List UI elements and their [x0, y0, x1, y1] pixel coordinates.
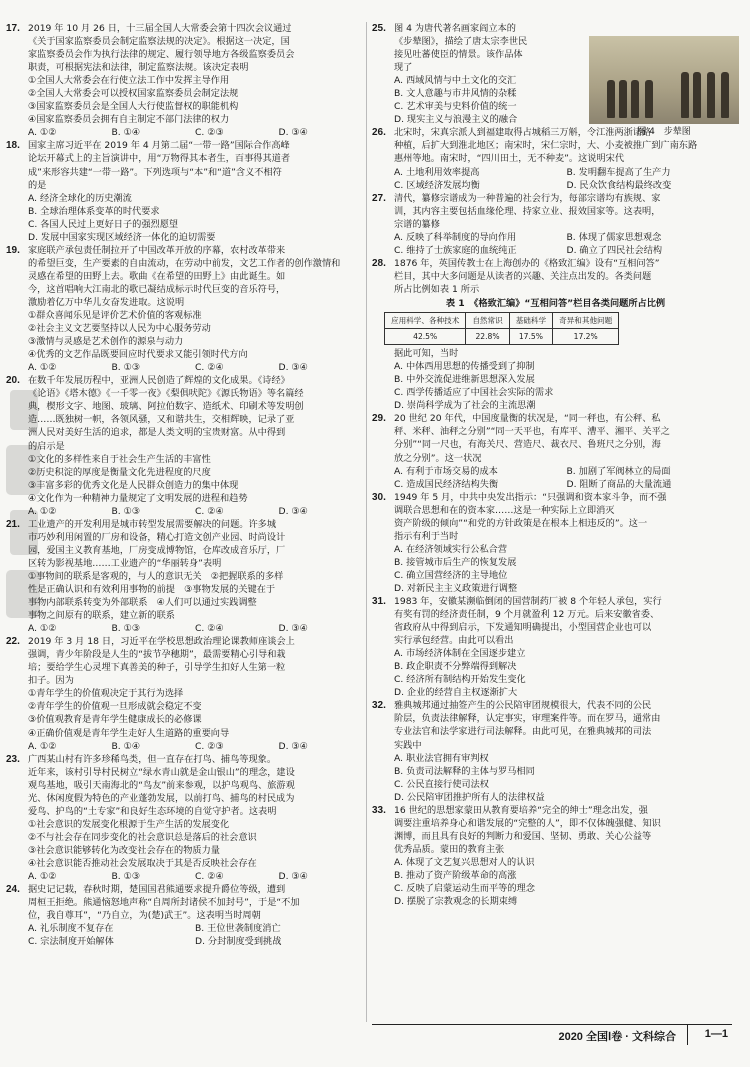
question-number: 22.	[6, 636, 20, 648]
answer-choice: D. ③④	[278, 362, 308, 374]
answer-option: D. 现实主义与浪漫主义的融合	[394, 114, 518, 126]
question	[6, 22, 362, 139]
answer-choice: B. ①③	[111, 871, 141, 883]
question-number: 29.	[372, 413, 386, 425]
question-stem-text: 20 世纪 20 年代，中国度量衡的状况是，“同一秤也，有公秤、私	[394, 413, 661, 425]
question-stem-line: 训，其内容主要包括血缘伦理、持家立业、报效国家等。这表明，	[394, 205, 661, 217]
answer-choice: B. ①③	[111, 362, 141, 374]
answer-choice: B. ①③	[111, 505, 141, 517]
answer-choices	[6, 622, 362, 635]
question-stem-line: 放之分别”。这一状况	[394, 452, 482, 464]
question-stem-text: 清代，纂修宗谱成为一种普遍的社会行为，每部宗谱均有族规、家	[394, 192, 661, 204]
question-stem-line: 成”来形容共建“一带一路”。下列选项与“本”和“道”含义不相符	[28, 166, 282, 178]
answer-option: A. 职业法官拥有审判权	[394, 752, 489, 764]
answer-choices	[6, 740, 362, 753]
answer-option: ①社会意识的发展变化根源于生产生活的发展变化	[28, 818, 230, 830]
answer-option: D. 公民陪审团推护所有人的法律权益	[394, 791, 545, 803]
answer-option: A. 在经济领域实行公私合营	[394, 543, 508, 555]
question-first-line	[372, 699, 739, 712]
answer-options	[372, 231, 739, 257]
question-stem-line: 强调，青少年阶段是人生的“拔节孕穗期”，最需要精心引导和栽	[28, 649, 286, 661]
question-stem-line: 接见吐蕃使臣的情景。该作品体	[394, 49, 523, 61]
answer-option: ③国家监察委员会是全国人大行使监督权的职能机构	[28, 101, 239, 113]
question-stem-text: 北宋时，宋真宗派人到福建取得占城稻三万斛，令江淮两浙诸路	[394, 127, 652, 139]
table-header-cell: 应用科学、各种技术	[385, 313, 466, 329]
answer-option: C. 区域经济发展均衡	[394, 179, 480, 191]
answer-option: B. 负责司法解释的主体与罗马相同	[394, 765, 535, 777]
question-stem-line: 省政府从中得到启示，下发通知明确提出，小型国营企业也可以	[394, 622, 652, 634]
question-stem-line: 资产阶级的倾向”“和党的方针政策是在根本上相违反的”。这一	[394, 517, 648, 529]
answer-choice: C. 宗法制度开始解体	[28, 936, 114, 948]
answer-option: B. 发明翻车提高了生产力	[566, 166, 671, 178]
answer-option: C. 公民直接行使司法权	[394, 778, 489, 790]
answer-option: A. 有利于市场交易的成本	[394, 465, 498, 477]
question-stem-line: 周桓王拒绝。熊通恼怒地声称“自周所封诸侯不加封号”，于是“不加	[28, 897, 300, 909]
answer-choices	[6, 870, 362, 883]
exam-title: 2020 全国Ⅰ卷 · 文科综合	[558, 1031, 676, 1043]
question-stem-text: 家庭联产承包责任制拉开了中国改革开放的序幕，农村改革带来	[28, 244, 286, 256]
question-stem-line: 秤、米秤、油秤之分别”“同一天平也，有库平、漕平、湘平、关平之	[394, 426, 670, 438]
answer-choice: A. ①②	[28, 623, 57, 635]
question-stem-line: 市巧妙利用闲置的厂房和设备，精心打造文创产业园、时尚设计	[28, 531, 286, 543]
question-stem-line: 现了	[394, 62, 413, 74]
question	[6, 374, 362, 518]
question	[372, 804, 739, 908]
question-first-line	[372, 22, 547, 35]
question-first-line	[372, 257, 739, 270]
question-stem-text: 1876 年，英国传教士在上海创办的《格致汇编》设有“互相问答”	[394, 257, 660, 269]
question-stem-text: 工业遗产的开发利用是城市转型发展需要解决的问题。许多城	[28, 518, 277, 530]
figure-caption: 图 4 步辇图	[637, 127, 691, 137]
question-stem-line: 有奖有罚的经济责任制，9 个月就盈利 12 万元。后来安徽省委、	[394, 609, 660, 621]
page-footer	[372, 1024, 732, 1045]
answer-choices	[6, 922, 362, 948]
answer-option: D. 对新民主主义政策进行调整	[394, 582, 518, 594]
question-first-line	[6, 244, 362, 257]
answer-option: A. 经济全球化的历史潮流	[28, 192, 132, 204]
answer-option: 事物之间原有的联系，建立新的联系	[28, 610, 175, 622]
answer-choice: A. ①②	[28, 871, 57, 883]
question-first-line	[6, 753, 362, 766]
answer-option: ④正确价值观是青年学生走好人生道路的重要向导	[28, 727, 230, 739]
answer-option: ①文化的多样性来自于社会生产生活的丰富性	[28, 453, 211, 465]
answer-option: ③丰富多彩的优秀文化是人民群众创造力的集中体现	[28, 479, 239, 491]
answer-option: A. 中体西用思想的传播受到了抑制	[394, 361, 535, 373]
question-stem-text: 2019 年 3 月 18 日，习近平在学校思想政治理论课教师座谈会上	[28, 636, 295, 648]
answer-option: C. 造成国民经济结构失衡	[394, 478, 499, 490]
question	[372, 595, 739, 699]
answer-option: ④社会意识能否推动社会发展取决于其是否反映社会存在	[28, 858, 257, 869]
answer-option: A. 体现了文艺复兴思想对人的认识	[394, 856, 535, 868]
answer-option: C. 反映了启蒙运动生而平等的理念	[394, 883, 535, 895]
answer-option: ②不与社会存在同步变化的社会意识总是落后的社会意识	[28, 831, 257, 843]
question-stem-line: 调要注重培养身心和谐发展的“完整的人”，即不仅体魄强健、知识	[394, 817, 661, 829]
question-stem-line: 观鸟基地，吸引天南海北的“鸟友”前来参观，以护鸟观鸟、旅游观	[28, 779, 295, 791]
column-divider	[366, 22, 367, 1022]
answer-choice: B. ①④	[111, 127, 141, 139]
answer-option: B. 接管城市后生产的恢复发展	[394, 556, 517, 568]
answer-option: B. 推动了资产阶级革命的高涨	[394, 870, 517, 881]
question-stem-line: 实践中	[394, 739, 422, 751]
question	[372, 257, 739, 413]
answer-option: D. 阻断了商品的大量流通	[566, 478, 672, 490]
question-number: 33.	[372, 804, 386, 816]
answer-option: C. 各国人民过上更好日子的强烈愿望	[28, 218, 179, 230]
answer-choice: C. ②④	[195, 505, 224, 517]
question-25-text	[372, 22, 547, 126]
question-stem-line: 家监察委员会作为执行法律的规定、履行领导地方各级监察委员会	[28, 49, 295, 61]
question-number: 32.	[372, 700, 386, 712]
question-first-line	[372, 595, 739, 608]
question-stem-line: 洲人民对美好生活的追求，都是人类文明的宝贵财富。从中得到	[28, 427, 286, 439]
question-stem-line: 《论语》《塔木德》《一千零一夜》《梨俱吠陀》《源氏物语》等名篇经	[28, 388, 304, 400]
answer-choice: A. ①②	[28, 505, 57, 517]
question-first-line	[372, 412, 739, 425]
answer-choices	[6, 361, 362, 374]
question-first-line	[6, 374, 362, 387]
answer-choice: D. ③④	[278, 127, 308, 139]
question-stem-line: 的希望巨变，生产要素的自由流动，在劳动中前发，文艺工作者的创作激情和	[28, 257, 341, 269]
answer-choice: C. ②④	[195, 362, 224, 374]
question-number: 20.	[6, 375, 20, 387]
data-table	[384, 312, 619, 345]
question-stem-line: 职责，可根据宪法和法律，制定监察法规。该决定表明	[28, 62, 249, 74]
answer-option: ③社会意识能够转化为改变社会存在的物质力量	[28, 844, 220, 856]
question-stem-line: 培；要给学生心灵埋下真善美的种子，引导学生扣好人生第一粒	[28, 662, 286, 674]
table-caption: 表 1 《格致汇编》“互相问答”栏目各类问题所占比例	[445, 297, 666, 309]
question-stem-line: 所占比例如表 1 所示	[394, 283, 480, 295]
question	[6, 753, 362, 883]
answer-choice: A. ①②	[28, 127, 57, 139]
question-stem-text: 1983 年，安徽某濒临倒闭的国营制药厂被 8 个年轻人承包，实行	[394, 596, 662, 608]
question-first-line	[6, 635, 362, 648]
question-stem-line: 渊博，而且具有良好的判断力和爱国、坚韧、勇敢、关心公益等	[394, 830, 652, 842]
question-stem-line: 《关于国家监察委员会制定监察法规的决定》。根据这一决定，国	[28, 36, 290, 48]
answer-option: D. 摆脱了宗教观念的长期束缚	[394, 896, 518, 908]
answer-option: 事物内部联系转变为外部联系 ④人们可以通过实践调整	[28, 597, 257, 609]
question-stem-line: 宗谱的纂修	[394, 218, 440, 230]
question-first-line	[6, 883, 362, 896]
answer-option: ④文化作为一种精神力量规定了文明发展的进程和趋势	[28, 492, 248, 504]
answer-option: ①全国人大常委会在行使立法工作中发挥主导作用	[28, 75, 230, 87]
question-stem-line: 实行承包经营。由此可以看出	[394, 635, 514, 647]
question-first-line	[6, 518, 362, 531]
answer-option: B. 全球治理体系变革的时代要求	[28, 205, 160, 217]
answer-option: C. 西学传播适应了中国社会实际的需求	[394, 387, 554, 399]
question	[372, 699, 739, 803]
answer-option: B. 中外交流促进维新思想深入发展	[394, 374, 535, 386]
table-value-cell: 42.5%	[385, 329, 466, 345]
question-number: 24.	[6, 884, 20, 896]
answer-choice: B. ①③	[111, 623, 141, 635]
question-first-line	[372, 192, 739, 205]
question-stem-text: 在数千年发展历程中，亚洲人民创造了辉煌的文化成果。《诗经》	[28, 375, 290, 387]
answer-choice: C. ②③	[195, 740, 224, 752]
answer-choice: A. ①②	[28, 740, 57, 752]
answer-choice: A. 礼乐制度不复存在	[28, 923, 114, 935]
answer-choice: D. ③④	[278, 505, 308, 517]
answer-choice: D. ③④	[278, 740, 308, 752]
question-number: 23.	[6, 753, 20, 765]
answer-choice: C. ②④	[195, 871, 224, 883]
question-stem-text: 16 世纪的思想家蒙田从教育要培养“完全的绅士”理念出发，强	[394, 804, 648, 816]
question-number: 31.	[372, 596, 386, 608]
question-stem-text: 据史记记载，春秋时期，楚国国君熊通要求提升爵位等级，遭到	[28, 884, 286, 896]
question-stem-line: 今，这首唱响大江南北的歌已凝结成标示时代巨变的音乐符号，	[28, 283, 286, 295]
table-value-cell: 17.2%	[553, 329, 619, 345]
question-stem-line: 论坛开幕式上的主旨演讲中，用“万物得其本者生，百事得其道者	[28, 153, 291, 165]
question-stem-line: 阶层，负责法律解释，认定事实，审理案件等。而在罗马，通常由	[394, 713, 661, 725]
question-first-line	[6, 22, 362, 35]
answer-choice: C. ②④	[195, 623, 224, 635]
answer-options	[372, 465, 739, 491]
question-stem-line: 专业法官和法学家进行司法解释。由此可见，在雅典城邦的司法	[394, 726, 652, 738]
answer-choice: B. 王位世袭制度消亡	[195, 923, 281, 935]
table-value-cell: 22.8%	[466, 329, 509, 345]
answer-option: B. 加剧了军阀林立的局面	[566, 465, 671, 477]
question-stem-line: 分别”“同一尺也，有海关尺、营造尺、裁衣尺、鲁班尺之分别，海	[394, 439, 661, 451]
figure-4	[589, 36, 739, 136]
answer-option: C. 维持了士族家庭的血统纯正	[394, 244, 517, 256]
question-stem-line: 近年来，该村引导村民树立“绿水青山就是金山银山”的理念，建设	[28, 766, 295, 778]
question-first-line	[372, 491, 739, 504]
answer-option: A. 土地利用效率提高	[394, 166, 480, 178]
question-stem-line: 造……既独树一帜，各领风骚，又和谐共生，交相辉映，记录了亚	[28, 414, 295, 426]
answer-option: ③激情与灵感是艺术创作的源泉与动力	[28, 336, 184, 348]
answer-choice: D. ③④	[278, 623, 308, 635]
question-first-line	[6, 139, 362, 152]
answer-option: ②全国人大常委会可以授权国家监察委员会制定法规	[28, 88, 239, 100]
answer-option: D. 民众饮食结构最终改变	[566, 179, 672, 191]
question	[6, 139, 362, 243]
question-number: 25.	[372, 23, 386, 34]
question-stem-line: 优秀品质。蒙田的教育主张	[394, 843, 505, 855]
question-stem-line: 灵感在希望的田野上去。歌曲《在希望的田野上》由此诞生。如	[28, 270, 286, 282]
table-header-cell: 基础科学	[509, 313, 552, 329]
question-stem-line: 激励着亿万中华儿女奋发进取。这说明	[28, 296, 185, 308]
question-stem-text: 1949 年 5 月，中共中央发出指示：“只强调和资本家斗争，而不强	[394, 491, 667, 503]
question-stem-text: 国家主席习近平在 2019 年 4 月第二届“一带一路”国际合作高峰	[28, 140, 290, 152]
answer-option: B. 体现了儒家思想观念	[566, 231, 662, 243]
question	[372, 192, 739, 257]
painting-image	[589, 36, 739, 124]
answer-option: ②历史积淀的厚度是衡量文化先进程度的尺度	[28, 466, 211, 478]
question-stem-line: 调联合思想和在的资本家……这是一种实际上立即消灭	[394, 504, 615, 516]
answer-option: ②青年学生的价值观一旦形成就会稳定不变	[28, 701, 202, 713]
answer-option: A. 市场经济体制在全国逐步建立	[394, 648, 526, 660]
answer-option: C. 艺术审美与史料价值的统一	[394, 101, 517, 113]
answer-option: ④优秀的文艺作品既要回应时代要求又能引领时代方向	[28, 349, 248, 361]
answer-choice: A. ①②	[28, 362, 57, 374]
question-stem-line: 光、休闲度假为特色的产业蓬勃发展，以前打鸟、捕鸟的村民成为	[28, 792, 295, 804]
answer-option: D. 发展中国家实现区域经济一体化的迫切需要	[28, 231, 216, 243]
question-stem-line: 的启示是	[28, 440, 65, 452]
answer-option: ①青年学生的价值观决定于其行为选择	[28, 688, 184, 700]
question	[372, 491, 739, 595]
answer-choice: D. ③④	[278, 871, 308, 883]
question-stem-line: 的是	[28, 179, 47, 191]
question-stem-line: 典，楔形文字、地图、玻璃、阿拉伯数字、造纸术、印刷术等发明创	[28, 401, 304, 413]
question-number: 19.	[6, 244, 20, 256]
question	[6, 244, 362, 374]
answer-choice: D. 分封制度受到挑战	[195, 936, 282, 948]
answer-option: ①事物间的联系是客观的，与人的意识无关 ②把握联系的多样	[28, 570, 284, 582]
question-number: 28.	[372, 257, 386, 269]
question-stem-text: 图 4 为唐代著名画家阎立本的	[394, 23, 516, 34]
answer-choice: B. ①④	[111, 740, 141, 752]
question-stem-line: 《步辇图》，描绘了唐太宗李世民	[394, 36, 528, 48]
question-number: 21.	[6, 518, 20, 530]
answer-option: D. 确立了四民社会结构	[566, 244, 663, 256]
answer-option: C. 经济所有制结构开始发生变化	[394, 674, 526, 686]
question-stem-line: 惠州等地。南宋时，“四川田土，无不种麦”。这说明宋代	[394, 153, 625, 165]
answer-option: ②社会主义文艺要坚持以人民为中心服务劳动	[28, 323, 211, 335]
question-number: 18.	[6, 140, 20, 152]
page-number: 1—1	[704, 1028, 728, 1040]
question-stem-line: 指示有利于当时	[394, 530, 459, 542]
answer-option: A. 西域风情与中土文化的交汇	[394, 75, 517, 87]
question-stem-line: 位，我自尊耳”，“乃自立，为(楚)武王”。这表明当时周朝	[28, 910, 261, 922]
answer-option: A. 反映了科举制度的导向作用	[394, 231, 517, 243]
answer-option: B. 文人意趣与市井风情的杂糅	[394, 88, 517, 100]
footer-separator	[687, 1025, 688, 1045]
question-number: 26.	[372, 127, 386, 139]
question-number: 30.	[372, 491, 386, 503]
answer-option: B. 政企职责不分弊端得到解决	[394, 661, 517, 673]
answer-option: ①群众喜闻乐见是评价艺术价值的客观标准	[28, 310, 202, 322]
question	[6, 883, 362, 948]
answer-choices	[6, 126, 362, 139]
table-header-cell: 奇异和其他问题	[553, 313, 619, 329]
question-stem-line: 园，爱国主义教育基地，厂房变成博物馆，仓库改成音乐厅，厂	[28, 544, 286, 556]
answer-option: ④国家监察委员会拥有自主制定不部门法律的权力	[28, 114, 230, 126]
question-stem-text: 广西某山村有许多珍稀鸟类，但一直存在打鸟、捕鸟等现象。	[28, 753, 277, 765]
question	[6, 518, 362, 635]
question-stem-line: 种植，后扩大到淮北地区；南宋时，宋仁宗时，大、小麦被推广到广南东路	[394, 140, 698, 152]
question-stem-line: 栏目，其中大多问题是从读者的兴趣、关注点出发的。各类问题	[394, 270, 652, 282]
answer-options	[372, 166, 739, 192]
question	[372, 412, 739, 490]
answer-option: D. 企业的经营自主权逐渐扩大	[394, 687, 518, 699]
answer-option: ③价值观教育是青年学生健康成长的必修课	[28, 714, 202, 726]
question-stem-line: 爱鸟、护鸟的“土专家”和良好生态环境的自觉守护者。这表明	[28, 805, 277, 817]
question-stem-line: 扣子。因为	[28, 675, 74, 687]
answer-option: D. 崇尚科学成为了社会的主流思潮	[394, 400, 536, 412]
question	[6, 635, 362, 752]
question-stem-line: 据此可知，当时	[394, 348, 459, 360]
question-first-line	[372, 804, 739, 817]
question-stem-line: 区转为影视基地……工业遗产的“华丽转身”表明	[28, 557, 222, 569]
answer-option: C. 确立国营经济的主导地位	[394, 569, 508, 581]
right-column	[372, 22, 739, 908]
question-stem-text: 雅典城邦通过抽签产生的公民陪审团规模很大，代表不同的公民	[394, 700, 652, 712]
answer-option: 性是正确认识和有效利用事物的前提 ③事物发展的关键在于	[28, 584, 276, 596]
table-header-cell: 自然常识	[466, 313, 509, 329]
question-stem-text: 2019 年 10 月 26 日，十三届全国人大常委会第十四次会议通过	[28, 23, 292, 34]
question-number: 27.	[372, 192, 386, 204]
question-number: 17.	[6, 23, 20, 34]
left-column	[6, 22, 362, 948]
answer-choices	[6, 505, 362, 518]
table-value-cell: 17.5%	[509, 329, 552, 345]
answer-choice: C. ②③	[195, 127, 224, 139]
